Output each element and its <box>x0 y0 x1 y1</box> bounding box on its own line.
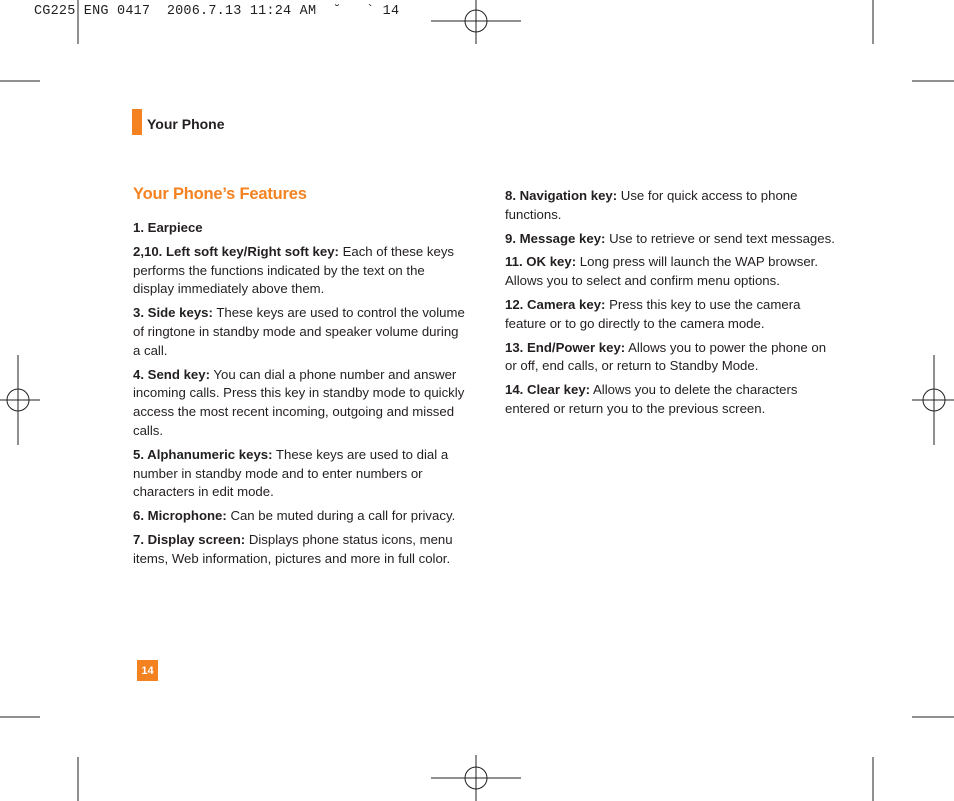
registration-target-top <box>431 0 521 44</box>
feature-item <box>505 230 840 249</box>
feature-description: Displays phone status icons, menu items, Web information, pictures and more in full color. <box>133 531 453 566</box>
feature-item <box>505 253 840 291</box>
feature-term: 7. Display screen: <box>133 531 246 547</box>
feature-term: 2,10. Left soft key/Right soft key: <box>133 243 339 259</box>
feature-term: 4. Send key: <box>133 366 210 382</box>
feature-term: 14. Clear key: <box>505 382 591 398</box>
feature-term: 12. Camera key: <box>505 296 606 312</box>
feature-item <box>133 243 468 299</box>
feature-item <box>133 366 468 441</box>
feature-description: Each of these keys performs the functions indicated by the text on the display immediately above them. <box>133 243 455 297</box>
feature-item <box>505 381 840 419</box>
feature-item <box>133 219 468 238</box>
feature-description: Use for quick access to phone functions. <box>505 188 798 222</box>
right-feature-list <box>505 187 840 424</box>
feature-term: 1. Earpiece <box>133 220 203 235</box>
feature-description: You can dial a phone number and answer incoming calls. Press this key in standby mode to quickly access the most recent incoming, outgoing and missed calls. <box>133 366 465 438</box>
feature-item <box>505 187 840 225</box>
feature-description: Press this key to use the camera feature or to go directly to the camera mode. <box>505 296 801 331</box>
feature-description: Long press will launch the WAP browser. Allows you to select and confirm menu options. <box>505 254 818 289</box>
registration-target-right <box>912 355 954 445</box>
feature-item <box>133 304 468 360</box>
feature-item <box>505 339 840 377</box>
page-number-badge: 14 <box>137 660 158 681</box>
left-feature-list <box>133 219 468 574</box>
feature-term: 3. Side keys: <box>133 305 213 321</box>
feature-term: 11. OK key: <box>505 254 577 270</box>
feature-term: 6. Microphone: <box>133 508 227 524</box>
feature-term: 5. Alphanumeric keys: <box>133 446 273 462</box>
feature-description: Can be muted during a call for privacy. <box>226 508 456 524</box>
feature-description: Allows you to power the phone on or off, end calls, or return to Standby Mode. <box>505 339 827 374</box>
feature-item <box>133 507 468 526</box>
print-slug-line: CG225 ENG 0417 2006.7.13 11:24 AM ˘ ` 14 <box>34 4 400 19</box>
feature-term: 9. Message key: <box>505 230 606 246</box>
feature-description: Allows you to delete the characters entered or return you to the previous screen. <box>505 382 798 416</box>
feature-item <box>133 531 468 569</box>
feature-term: 13. End/Power key: <box>505 339 626 355</box>
feature-description: Use to retrieve or send text messages. <box>605 230 835 246</box>
page-heading: Your Phone’s Features <box>133 185 307 203</box>
feature-item <box>133 446 468 502</box>
feature-term: 8. Navigation key: <box>505 188 618 203</box>
registration-target-left <box>0 355 40 445</box>
feature-description: These keys are used to control the volume of ringtone in standby mode and speaker volume during a call. <box>133 305 465 358</box>
feature-item <box>505 296 840 334</box>
section-accent-bar <box>132 109 142 135</box>
registration-target-bottom <box>431 755 521 801</box>
section-title: Your Phone <box>147 116 225 132</box>
feature-description: These keys are used to dial a number in standby mode and to enter numbers or characters in edit mode. <box>133 446 449 500</box>
